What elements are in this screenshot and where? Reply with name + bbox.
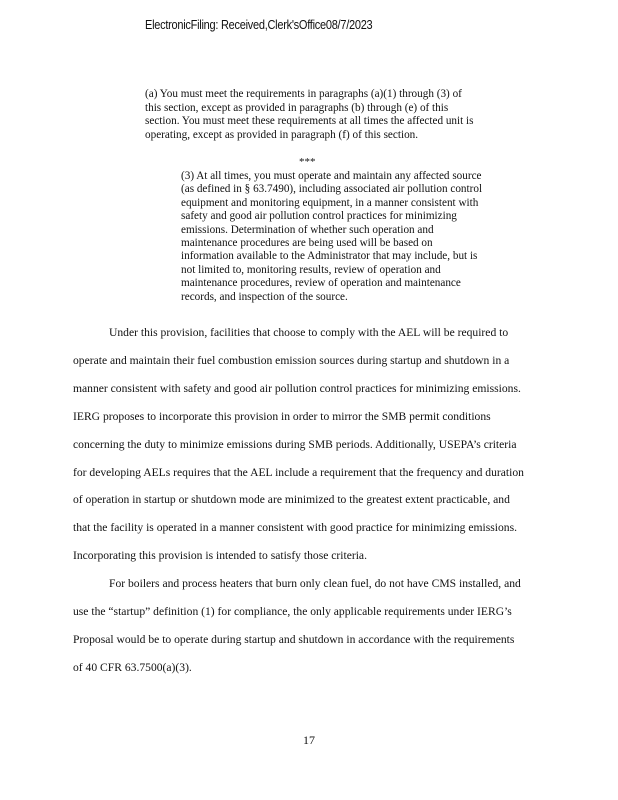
quote-line: emissions. Determination of whether such operation and [181,223,434,236]
quote-line: (a) You must meet the requirements in paragraphs (a)(1) through (3) of [145,88,462,100]
body-line: manner consistent with safety and good air pollution control practices for minimizing emissions. [73,381,521,395]
ellipsis-separator: *** [299,156,316,168]
quote-line: safety and good air pollution control practices for minimizing [181,210,457,223]
quote-line: section. You must meet these requirements at all times the affected unit is [145,115,474,128]
quote-line: records, and inspection of the source. [181,290,348,303]
quote-line: maintenance procedures, review of operation and maintenance [181,277,461,290]
body-line: IERG proposes to incorporate this provision in order to mirror the SMB permit conditions [73,409,491,423]
body-line: Under this provision, facilities that choose to comply with the AEL will be required to [109,326,509,339]
body-line: For boilers and process heaters that burn only clean fuel, do not have CMS installed, and [109,577,521,591]
body-line: Proposal would be to operate during startup and shutdown in accordance with the requirements [73,632,515,646]
body-line: of 40 CFR 63.7500(a)(3). [73,660,192,674]
body-line: Incorporating this provision is intended to satisfy those criteria. [73,549,367,563]
filing-stamp-header: ElectronicFiling: Received,Clerk'sOffice08/7/2023 [145,18,373,32]
body-text [73,319,548,682]
quote-line: not limited to, monitoring results, review of operation and [181,263,441,276]
block-quote-paragraph-a [145,88,515,142]
quote-line: equipment and monitoring equipment, in a manner consistent with [181,196,479,209]
body-line: of operation in startup or shutdown mode are minimized to the greatest extent practicable, and [73,493,510,507]
page-number: 17 [303,733,315,747]
quote-line: (3) At all times, you must operate and maintain any affected source [181,170,482,182]
quote-line: maintenance procedures are being used will be based on [181,237,433,250]
quote-line: (as defined in § 63.7490), including associated air pollution control [181,183,483,196]
quote-line: this section, except as provided in paragraphs (b) through (e) of this [145,101,449,114]
quote-line: information available to the Administrator that may include, but is [181,250,478,263]
body-line: for developing AELs requires that the AEL include a requirement that the frequency and duration [73,465,524,479]
body-line: operate and maintain their fuel combustion emission sources during startup and shutdown in a [73,353,510,367]
body-paragraph-2 [73,570,548,682]
body-line: concerning the duty to minimize emissions during SMB periods. Additionally, USEPA’s criteria [73,437,517,451]
quote-line: operating, except as provided in paragraph (f) of this section. [145,128,419,141]
body-line: use the “startup” definition (1) for compliance, the only applicable requirements under IERG’s [73,605,512,619]
block-quote-paragraph-3 [181,170,511,304]
body-line: that the facility is operated in a manner consistent with good practice for minimizing emissions. [73,521,517,535]
body-paragraph-1 [73,319,548,570]
